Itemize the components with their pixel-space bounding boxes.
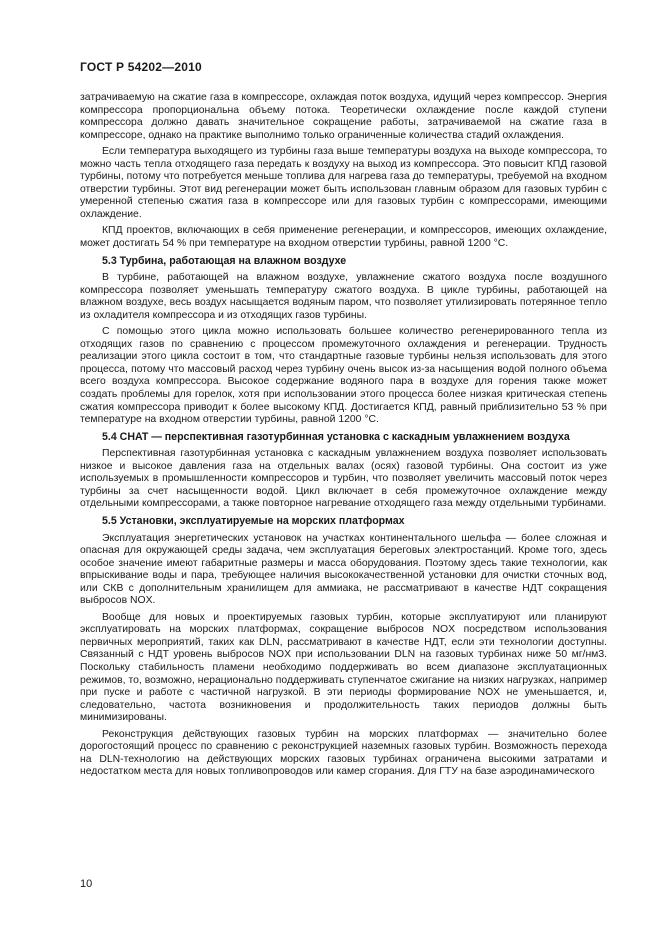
document-header: ГОСТ Р 54202—2010: [80, 60, 202, 74]
paragraph: Вообще для новых и проектируемых газовых турбин, которые эксплуатируют или планируют эксплуатировать на морских платформах, сокращение выбросов NOX посредством использования первичных мероприятий, таких как DLN, рассматривают в качестве НДТ, если эти технологии доступны. Связанный с НДТ уровень выбросов NOX при использовании DLN на газовых турбинах ниже 50 мг/нм3. Поскольку стабильность пламени необходимо поддерживать во всем диапазоне эксплуатационных режимов, то, возможно, нерациональнo поддерживать ступенчатое сжигание на низких нагрузках, например при пуске и работе с частичной нагрузкой. В эти периоды формирование NOX не уменьшается, и, следовательно, частота возникновения и продолжительность таких периодов должны быть минимизированы.: [80, 611, 607, 724]
paragraph: КПД проектов, включающих в себя применение регенерации, и компрессоров, имеющих охлаждение, может достигать 54 % при температуре на входном отверстии турбины, равной 1200 °С.: [80, 225, 607, 250]
paragraph: затрачиваемую на сжатие газа в компрессоре, охлаждая поток воздуха, идущий через компрессор. Энергия компрессора пропорциональна объему потока. Теоретически охлаждение после каждой ступени компрессора должно давать значительное сокращение работы, затрачиваемой на сжатие газа в компрессоре, однако на практике выполнимо только ограниченные количества стадий охлаждения.: [80, 92, 607, 141]
page-number: 10: [80, 878, 93, 890]
section-heading-5-4: 5.4 CHAT — перспективная газотурбинная установка с каскадным увлажнением воздуха: [102, 430, 570, 443]
paragraph: С помощью этого цикла можно использовать большее количество регенерированного тепла из отходящих газов по сравнению с процессом промежуточного охлаждения и регенерации. Трудность реализации этого цикла состоит в том, что стандартные газовые турбины нельзя использовать для этого процесса, потому что массовый расход через турбину очень высок из-за насыщения водой полного объема всего воздуха компрессора. Высокое содержание водяного пара в воздухе для горения также может создать проблемы для горелок, хотя при использовании этого процесса более низкая критическая степень сжатия компрессора приводит к более высокому КПД. Достигается КПД, равный приблизительно 53 % при температуре на входном отверстии турбины, равной 1200 °С.: [80, 326, 607, 426]
paragraph: Если температура выходящего из турбины газа выше температуры воздуха на выходе компрессора, то можно часть тепла отходящего газа передать к воздуху на выход из компрессора. Это повысит КПД газовой турбины, потому что потребуется меньше топлива для нагрева газа до температуры, требуемой на входном отверстии турбины. Этот вид регенерации может быть использован главным образом для газовых турбин с умеренной степенью сжатия газа в компрессоре или для газовых турбин с компрессорами, имеющими охлаждение.: [80, 146, 607, 220]
paragraph: Перспективная газотурбинная установка с каскадным увлажнением воздуха позволяет использовать низкое и высокое давления газа на отдельных валах (осях) газовой турбины. Она состоит из уже используемых в промышленности компрессоров и турбин, что позволяет увеличить массовый поток через турбины за счет насыщенности водой. Цикл включает в себя промежуточное охлаждение между отдельными компрессорами, а также повторное нагревание отходящего газа между отдельными турбинами.: [80, 448, 607, 510]
paragraph: Реконструкция действующих газовых турбин на морских платформах — значительно более дорогостоящий процесс по сравнению с реконструкцией наземных газовых турбин. Возможность перехода на DLN-технологию на действующих морских газовых турбинах ограничена высокими затратами и недостатком места для новых топливопроводов или камер сгорания. Для ГТУ на базе аэродинамического: [80, 728, 607, 778]
paragraph: В турбине, работающей на влажном воздухе, увлажнение сжатого воздуха после воздушного компрессора позволяет уменьшать температуру сжатого воздуха. В цикле турбины, работающей на влажном воздухе, весь воздух насыщается водяным паром, что позволяет утилизировать потерянное тепло из охладителя компрессора и из отходящих газов турбины.: [80, 272, 607, 321]
section-heading-5-5: 5.5 Установки, эксплуатируемые на морских платформах: [102, 514, 405, 527]
document-body: [80, 92, 607, 783]
section-heading-5-3: 5.3 Турбина, работающая на влажном воздухе: [102, 254, 347, 267]
paragraph: Эксплуатация энергетических установок на участках континентального шельфа — более сложная и опасная для окружающей среды задача, чем эксплуатация береговых электростанций. Кроме того, здесь особое значение имеют габаритные размеры и масса оборудования. Поэтому здесь такие технологии, как впрыскивание воды и пара, требующее наличия высококачественной установки для очистки сточных вод, или СКВ с дополнительным хранилищем для аммиака, не рассматривают в качестве НДТ сокращения выбросов NOX.: [80, 532, 607, 607]
